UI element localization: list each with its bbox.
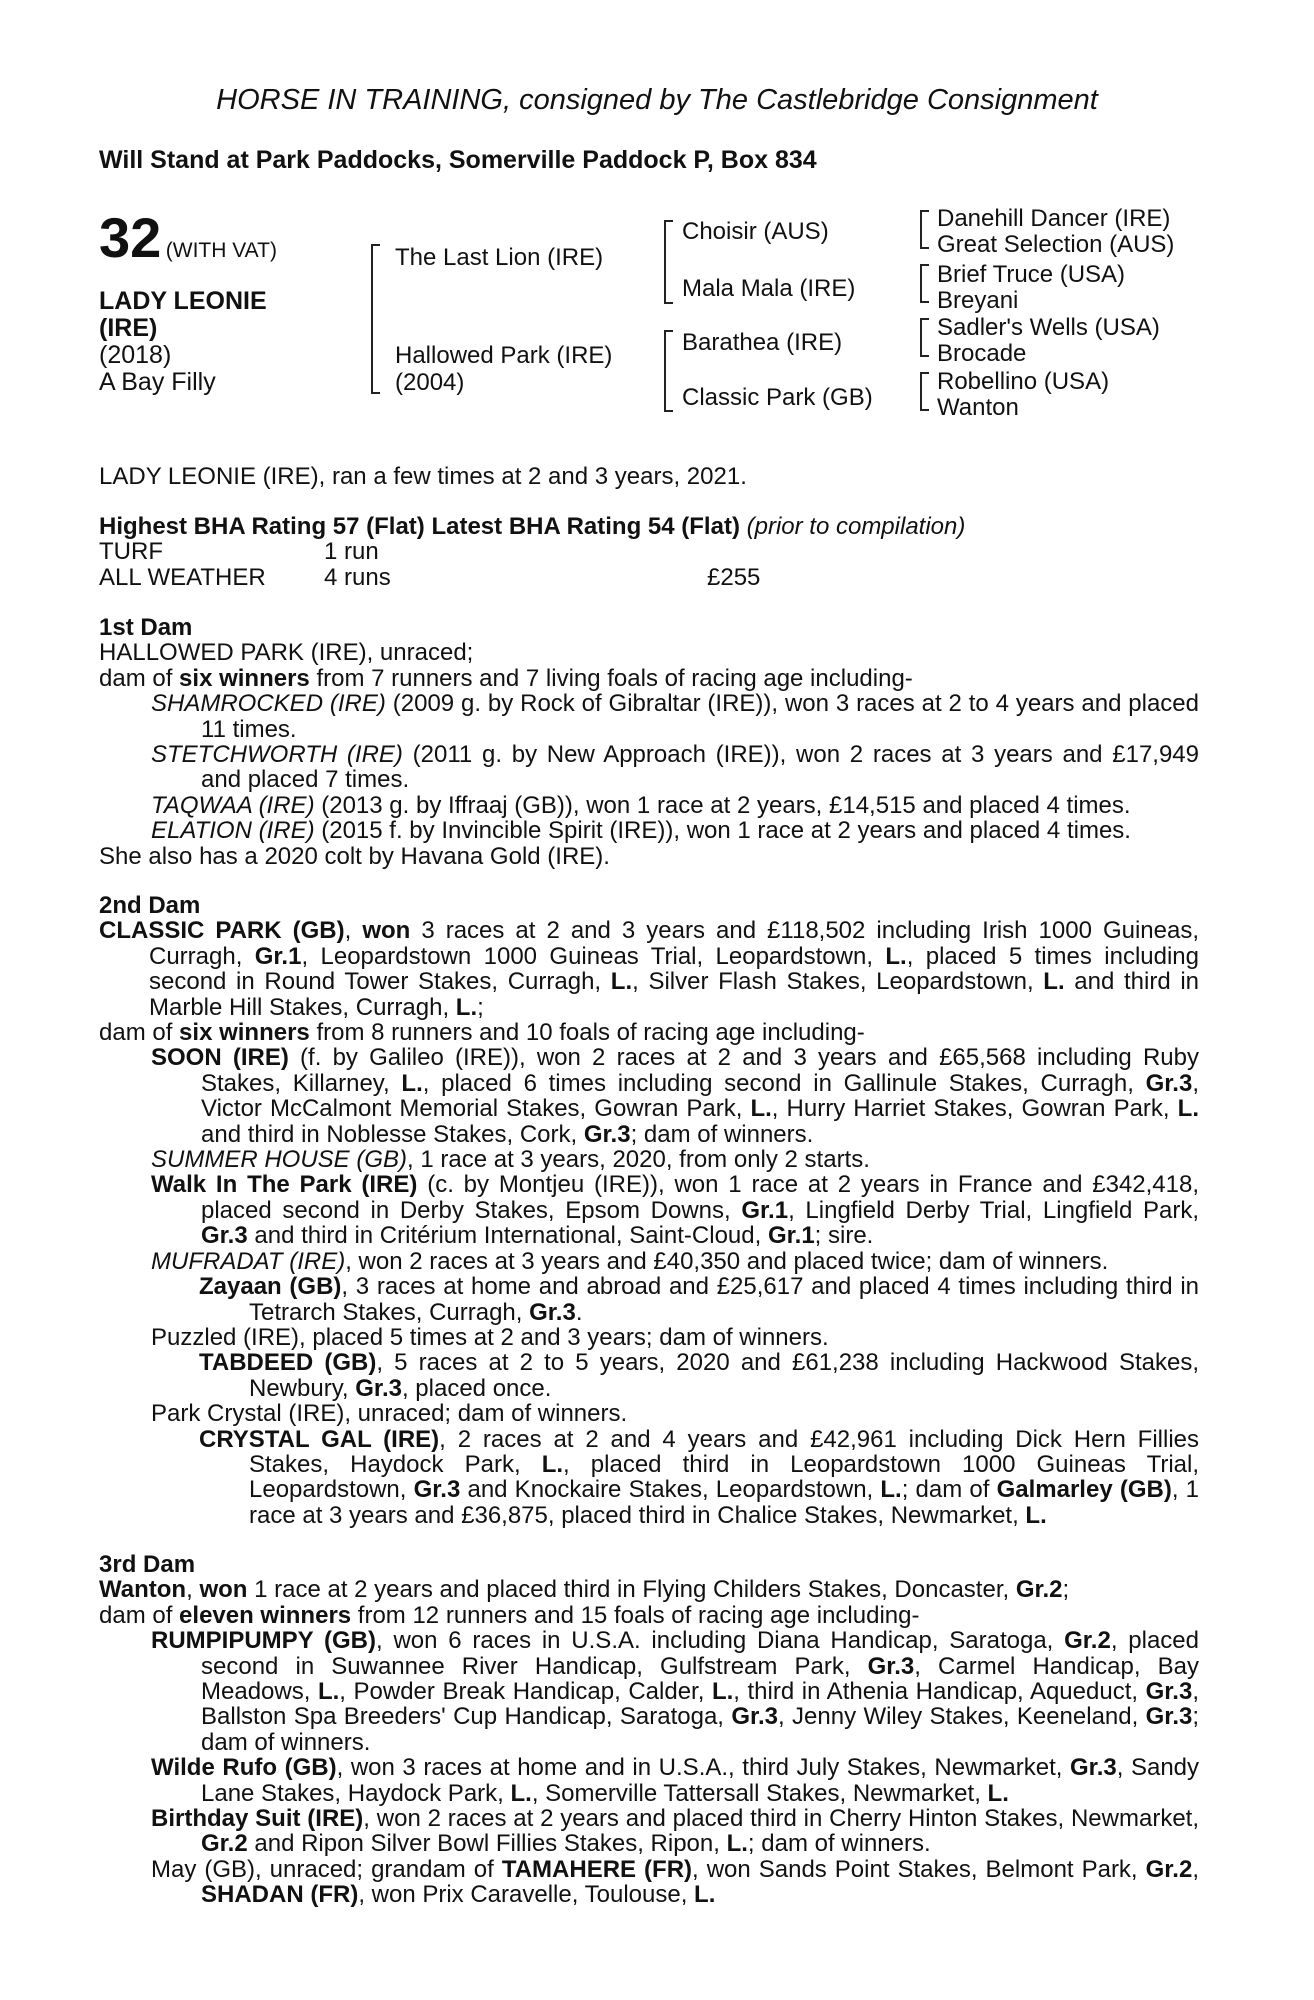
text-run: , Somerville Tattersall Stakes, Newmarket, xyxy=(531,1779,988,1807)
text-run: , Leopardstown 1000 Guineas Trial, Leopardstown, xyxy=(301,942,886,970)
grand-offspring-entry xyxy=(99,1427,1199,1529)
italic-run: SUMMER HOUSE (GB) xyxy=(151,1146,408,1174)
bold-run: Galmarley (GB) xyxy=(996,1476,1172,1504)
text-run: , Jenny Wiley Stakes, Keeneland, xyxy=(778,1703,1146,1731)
bold-run: L. xyxy=(694,1881,716,1909)
text-run: ; dam of winners. xyxy=(747,1830,931,1858)
text-run: , Lingfield Derby Trial, Lingfield Park, xyxy=(788,1196,1199,1224)
bold-run: six winners xyxy=(179,1019,310,1047)
bold-run: Wilde Rufo (GB) xyxy=(151,1754,337,1782)
text-run: , third in Athenia Handicap, Aqueduct, xyxy=(733,1678,1146,1706)
bold-run: CRYSTAL GAL (IRE) xyxy=(199,1425,440,1453)
pedigree-brace xyxy=(664,330,673,412)
bold-run: Gr.2 xyxy=(1015,1576,1063,1604)
horse-description: A Bay Filly xyxy=(99,368,216,396)
bold-run: Gr.3 xyxy=(1145,1069,1193,1097)
text-run: , 1 race at 3 years and £36,875, placed third in Chalice Stakes, Newmarket, xyxy=(249,1476,1200,1529)
horse-year: (2018) xyxy=(99,341,172,369)
rating-turf-row xyxy=(99,539,1199,564)
rating-aw-row xyxy=(99,565,1199,590)
text-run: , placed second in Suwannee River Handicap, Gulfstream Park, xyxy=(201,1627,1199,1680)
grand-offspring-entry xyxy=(99,1274,1199,1325)
bold-run: Gr.2 xyxy=(1064,1627,1111,1655)
stand-location: Will Stand at Park Paddocks, Somerville Paddock P, Box 834 xyxy=(99,146,817,174)
text-run: ; xyxy=(477,993,484,1021)
bold-run: Gr.3 xyxy=(867,1652,915,1680)
pedigree-brace xyxy=(920,318,929,357)
bold-run: Gr.1 xyxy=(741,1196,789,1224)
text-run: , Victor McCalmont Memorial Stakes, Gowran Park, xyxy=(201,1069,1199,1123)
text-run: , 2 races at 2 and 4 years and £42,961 including Dick Hern Fillies Stakes, Haydock Park, xyxy=(249,1425,1200,1478)
text-run: 3 races at 2 and 3 years and £118,502 including Irish 1000 Guineas, Curragh, xyxy=(149,917,1200,970)
text-run: , xyxy=(1192,1855,1199,1883)
second-dam-record xyxy=(99,918,1199,1020)
bold-run: L. xyxy=(880,1476,902,1504)
bold-run: won xyxy=(199,1576,248,1604)
horse-info xyxy=(99,288,267,396)
aw-prize: £255 xyxy=(707,563,761,591)
third-dam-produce xyxy=(99,1603,1199,1628)
bold-run: eleven winners xyxy=(179,1601,352,1629)
bold-run: SHADAN (FR) xyxy=(201,1881,359,1909)
offspring-entry xyxy=(99,1806,1199,1857)
offspring-entry xyxy=(99,1249,1199,1274)
first-dam-section xyxy=(99,615,1199,869)
bold-run: L. xyxy=(1177,1095,1199,1123)
pedigree-brace xyxy=(920,210,929,249)
ped-sds: Brief Truce (USA) xyxy=(937,261,1126,288)
text-run: , won 2 races at 2 years and placed third in Cherry Hinton Stakes, Newmarket, xyxy=(363,1805,1199,1833)
bold-run: Gr.2 xyxy=(1145,1855,1193,1883)
ped-sdd: Breyani xyxy=(937,287,1019,314)
ped-sire: The Last Lion (IRE) xyxy=(395,244,604,271)
bold-run: L. xyxy=(510,1779,532,1807)
bold-run: Gr.1 xyxy=(254,942,302,970)
text-run: , xyxy=(186,1576,200,1604)
turf-prize xyxy=(707,539,907,564)
first-dam-name: HALLOWED PARK (IRE), unraced; xyxy=(99,639,474,667)
offspring-entry xyxy=(99,1172,1199,1248)
ped-ddd: Wanton xyxy=(937,394,1019,421)
second-dam-section xyxy=(99,893,1199,1528)
pedigree-brace xyxy=(920,372,929,411)
lot-number: 32 xyxy=(99,206,162,269)
second-dam-produce xyxy=(99,1020,1199,1045)
text-run: , xyxy=(344,917,363,945)
bold-run: Gr.3 xyxy=(529,1298,576,1326)
bold-run: L. xyxy=(726,1830,748,1858)
text-run: , won 6 races in U.S.A. including Diana Handicap, Saratoga, xyxy=(376,1627,1065,1655)
grand-offspring-entry xyxy=(99,1350,1199,1401)
text-run: and third in Noblesse Stakes, Cork, xyxy=(201,1120,584,1148)
bold-run: TABDEED (GB) xyxy=(199,1349,377,1377)
pedigree-brace xyxy=(920,264,929,303)
ped-sire-dam: Mala Mala (IRE) xyxy=(682,275,856,302)
bold-run: L. xyxy=(401,1069,423,1097)
offspring-entry xyxy=(99,1325,1199,1350)
bold-run: L. xyxy=(1043,968,1065,996)
ped-sire-sire: Choisir (AUS) xyxy=(682,218,829,245)
ped-dam-year: (2004) xyxy=(395,369,465,396)
ped-dam: Hallowed Park (IRE) xyxy=(395,342,613,369)
horse-origin: (IRE) xyxy=(99,314,158,342)
offspring-entry xyxy=(99,1628,1199,1755)
ped-dam-dam: Classic Park (GB) xyxy=(682,384,873,411)
turf-label: TURF xyxy=(99,538,163,566)
third-dam-record xyxy=(99,1577,1199,1602)
text-run: , won Sands Point Stakes, Belmont Park, xyxy=(692,1855,1146,1883)
ped-dss: Sadler's Wells (USA) xyxy=(937,314,1160,341)
bold-run: L. xyxy=(317,1678,340,1706)
ped-dam-sire: Barathea (IRE) xyxy=(682,329,843,356)
bold-run: L. xyxy=(711,1678,734,1706)
text-run: , placed third in Leopardstown 1000 Guineas Trial, Leopardstown, xyxy=(249,1450,1200,1504)
bold-run: Gr.3 xyxy=(1145,1678,1193,1706)
horse-name: LADY LEONIE xyxy=(99,287,267,315)
second-dam-title: 2nd Dam xyxy=(99,892,201,919)
text-run: Park Crystal (IRE), unraced; dam of winners. xyxy=(151,1400,628,1428)
ped-ssd: Great Selection (AUS) xyxy=(937,231,1175,258)
rating-note: (prior to compilation) xyxy=(746,513,966,540)
offspring-entry xyxy=(99,1857,1199,1908)
text-run: Puzzled (IRE), placed 5 times at 2 and 3 years; dam of winners. xyxy=(151,1323,829,1351)
aw-label: ALL WEATHER xyxy=(99,563,266,591)
rating-line: Highest BHA Rating 57 (Flat) Latest BHA Rating 54 (Flat) xyxy=(99,513,740,540)
text-run: ; dam of winners. xyxy=(201,1703,1200,1756)
bold-run: Walk In The Park (IRE) xyxy=(151,1171,418,1199)
bold-run: L. xyxy=(610,968,633,996)
first-dam-title: 1st Dam xyxy=(99,614,193,641)
text-run: , Powder Break Handicap, Calder, xyxy=(339,1678,712,1706)
text-run: from 8 runners and 10 foals of racing age including- xyxy=(309,1019,865,1047)
bold-run: Gr.2 xyxy=(201,1830,248,1858)
aw-runs: 4 runs xyxy=(324,563,391,591)
text-run: , won Prix Caravelle, Toulouse, xyxy=(358,1881,695,1909)
third-dam-section xyxy=(99,1552,1199,1908)
text-run: dam of xyxy=(99,1019,180,1047)
bold-run: L. xyxy=(455,993,478,1021)
text-run: , placed 5 times including second in Round Tower Stakes, Curragh, xyxy=(149,942,1200,996)
bold-run: Zayaan (GB) xyxy=(199,1273,342,1301)
text-run: dam of xyxy=(99,1601,180,1629)
text-run: , Ballston Spa Breeders' Cup Handicap, Saratoga, xyxy=(201,1678,1199,1731)
page-header: HORSE IN TRAINING, consigned by The Castlebridge Consignment xyxy=(216,84,1098,116)
bold-run: Gr.3 xyxy=(1070,1754,1117,1782)
text-run: , placed 6 times including second in Gallinule Stakes, Curragh, xyxy=(422,1069,1146,1097)
bold-run: L. xyxy=(885,942,907,970)
text-run: ; sire. xyxy=(814,1222,874,1250)
text-run: and third in Marble Hill Stakes, Curragh, xyxy=(149,968,1200,1021)
offspring-entry xyxy=(99,1045,1199,1147)
italic-run: MUFRADAT (IRE) xyxy=(151,1247,346,1275)
bold-run: SOON (IRE) xyxy=(151,1044,289,1072)
offspring-entry xyxy=(99,1755,1199,1806)
bold-run: won xyxy=(362,917,411,945)
bold-run: L. xyxy=(1025,1501,1047,1529)
text-run: , 3 races at home and abroad and £25,617 and placed 4 times including third in Tetrarch Stakes, Curragh, xyxy=(249,1273,1199,1326)
offspring-entry xyxy=(99,1147,1199,1172)
text-run: , Silver Flash Stakes, Leopardstown, xyxy=(632,968,1044,996)
text-run: , 5 races at 2 to 5 years, 2020 and £61,238 including Hackwood Stakes, Newbury, xyxy=(249,1349,1200,1402)
text-run: from 12 runners and 15 foals of racing age including- xyxy=(351,1601,920,1629)
text-run: (c. by Montjeu (IRE)), won 1 race at 2 years in France and £342,418, placed second in Derby Stakes, Epsom Downs, xyxy=(201,1171,1200,1224)
bold-run: L. xyxy=(987,1779,1009,1807)
ped-dsd: Brocade xyxy=(937,340,1027,367)
text-run: ; xyxy=(1062,1576,1070,1604)
offspring-entry: STETCHWORTH (IRE) (2011 g. by New Approach (IRE)), won 2 races at 3 years and £17,949 and placed 7 times. xyxy=(151,741,1200,794)
bold-run: Gr.3 xyxy=(731,1703,779,1731)
text-run: May (GB), unraced; grandam of xyxy=(151,1855,502,1883)
turf-runs: 1 run xyxy=(324,538,379,566)
first-dam-produce: dam of six winners from 7 runners and 7 living foals of racing age including- xyxy=(99,664,913,692)
text-run: , placed once. xyxy=(401,1374,552,1402)
bold-run: TAMAHERE (FR) xyxy=(501,1855,693,1883)
text-run: (f. by Galileo (IRE)), won 2 races at 2 and 3 years and £65,568 including Ruby Stakes, Killarney, xyxy=(201,1044,1199,1097)
text-run: and third in Critérium International, Saint-Cloud, xyxy=(247,1222,768,1250)
lot-block xyxy=(99,205,277,270)
text-run: , won 3 races at home and in U.S.A., third July Stakes, Newmarket, xyxy=(336,1754,1071,1782)
race-summary: LADY LEONIE (IRE), ran a few times at 2 and 3 years, 2021. xyxy=(99,463,747,490)
bold-run: Birthday Suit (IRE) xyxy=(151,1805,364,1833)
text-run: , 1 race at 3 years, 2020, from only 2 starts. xyxy=(407,1146,870,1174)
bold-run: RUMPIPUMPY (GB) xyxy=(151,1627,377,1655)
text-run: ; dam of xyxy=(901,1476,997,1504)
text-run: 1 race at 2 years and placed third in Flying Childers Stakes, Doncaster, xyxy=(247,1576,1016,1604)
pedigree-brace xyxy=(371,244,380,394)
offspring-entry: TAQWAA (IRE) (2013 g. by Iffraaj (GB)), won 1 race at 2 years, £14,515 and placed 4 times. xyxy=(151,791,1131,819)
text-run: . xyxy=(575,1298,583,1326)
bold-run: Gr.1 xyxy=(767,1222,815,1250)
bold-run: L. xyxy=(541,1450,564,1478)
ped-sss: Danehill Dancer (IRE) xyxy=(937,205,1171,232)
bold-run: Gr.3 xyxy=(1145,1703,1193,1731)
bold-run: Gr.3 xyxy=(201,1222,248,1250)
offspring-entry xyxy=(99,1401,1199,1426)
bold-run: Wanton xyxy=(99,1576,187,1604)
text-run: , Hurry Harriet Stakes, Gowran Park, xyxy=(771,1095,1178,1123)
bold-run: Gr.3 xyxy=(413,1476,461,1504)
lot-vat: (WITH VAT) xyxy=(165,239,277,262)
offspring-entry: SHAMROCKED (IRE) (2009 g. by Rock of Gibraltar (IRE)), won 3 races at 2 to 4 years and placed 11 times. xyxy=(151,690,1200,743)
first-dam-note: She also has a 2020 colt by Havana Gold (IRE). xyxy=(99,842,610,870)
bold-run: Gr.3 xyxy=(583,1120,631,1148)
third-dam-title: 3rd Dam xyxy=(99,1551,196,1578)
rating-block xyxy=(99,514,1199,590)
offspring-entry: ELATION (IRE) (2015 f. by Invincible Spirit (IRE)), won 1 race at 2 years and placed 4 times. xyxy=(151,817,1131,845)
bold-run: Gr.3 xyxy=(355,1374,402,1402)
text-run: , Sandy Lane Stakes, Haydock Park, xyxy=(201,1754,1200,1807)
text-run: and Ripon Silver Bowl Fillies Stakes, Ripon, xyxy=(247,1830,727,1858)
ped-dds: Robellino (USA) xyxy=(937,368,1110,395)
text-run: , won 2 races at 3 years and £40,350 and placed twice; dam of winners. xyxy=(345,1247,1109,1275)
pedigree-brace xyxy=(664,220,673,304)
bold-run: CLASSIC PARK (GB) xyxy=(99,917,345,945)
bold-run: L. xyxy=(750,1095,772,1123)
text-run: and Knockaire Stakes, Leopardstown, xyxy=(460,1476,881,1504)
text-run: , Carmel Handicap, Bay Meadows, xyxy=(201,1652,1199,1706)
text-run: ; dam of winners. xyxy=(630,1120,814,1148)
